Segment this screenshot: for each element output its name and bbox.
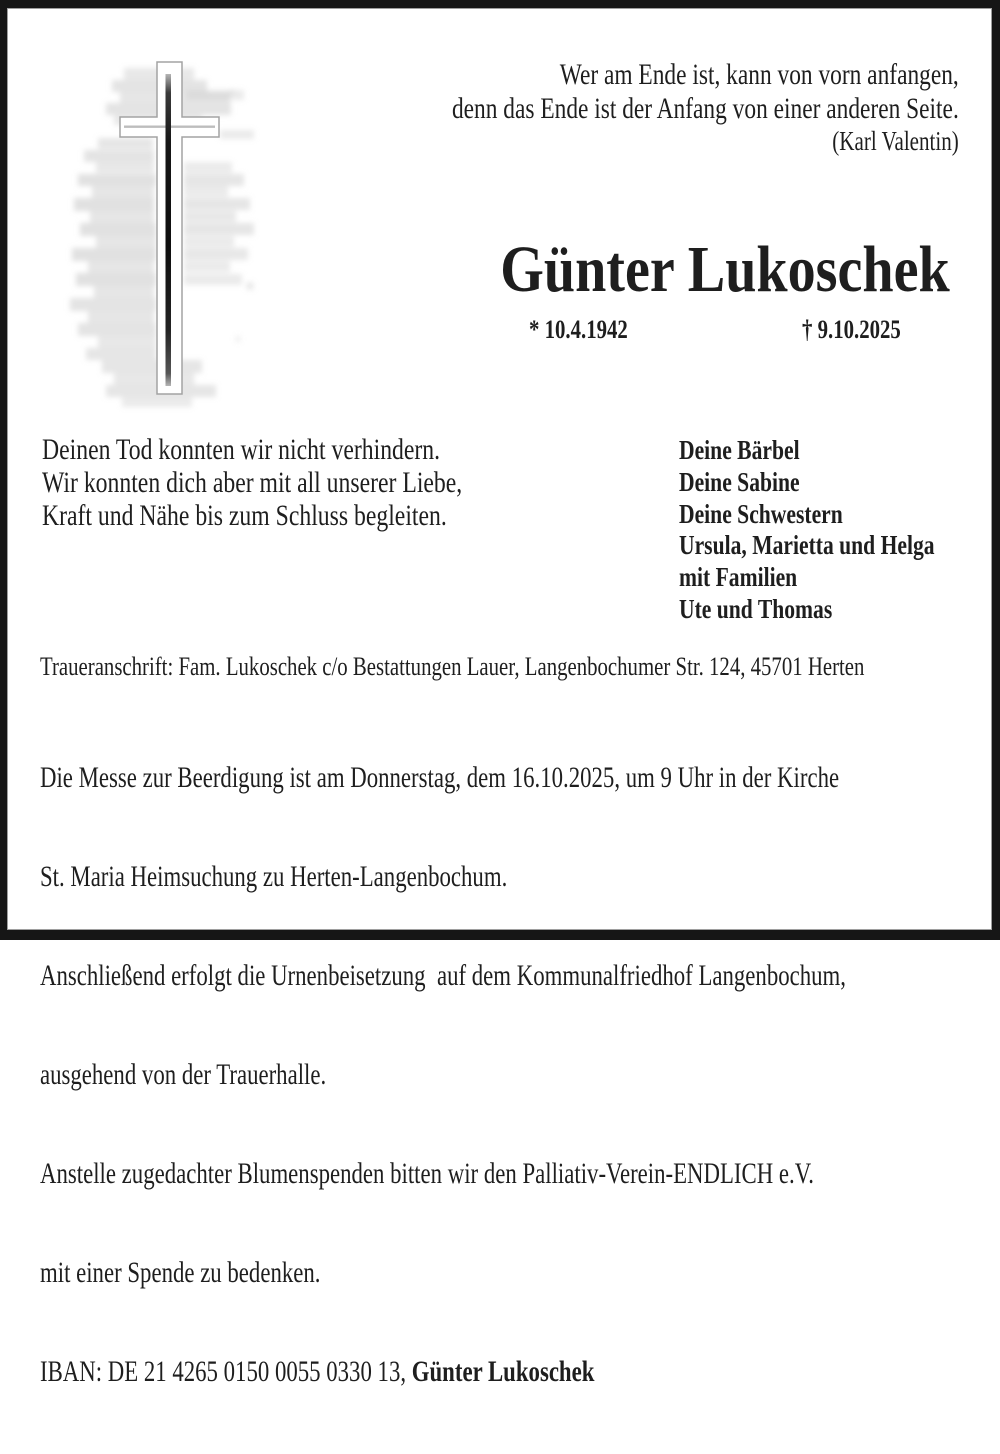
deceased-name: Günter Lukoschek xyxy=(500,233,950,306)
funeral-line: mit einer Spende zu bedenken. xyxy=(40,1256,321,1289)
funeral-info-block xyxy=(40,695,846,1454)
iban-number: IBAN: DE 21 4265 0150 0055 0330 13, xyxy=(40,1355,412,1388)
birth-date: * 10.4.1942 xyxy=(529,315,628,344)
mourner-line: Deine Bärbel xyxy=(679,435,800,465)
mourner-line: Ute und Thomas xyxy=(679,593,833,624)
quote-attribution: (Karl Valentin) xyxy=(832,126,959,156)
funeral-line: Die Messe zur Beerdigung ist am Donnerstag, dem 16.10.2025, um 9 Uhr in der Kirche xyxy=(40,761,840,794)
funeral-line: Anschließend erfolgt die Urnenbeisetzung auf dem Kommunalfriedhof Langenbochum, xyxy=(40,959,846,992)
quote-line: Wer am Ende ist, kann von vorn anfangen, xyxy=(559,58,959,91)
farewell-line: Deinen Tod konnten wir nicht verhindern. xyxy=(42,433,441,466)
mourner-line: Ursula, Marietta und Helga xyxy=(679,530,935,561)
death-date: † 9.10.2025 xyxy=(802,315,901,344)
funeral-line: Anstelle zugedachter Blumenspenden bitten wir den Palliativ-Verein-ENDLICH e.V. xyxy=(40,1157,814,1190)
shaft-inner-line xyxy=(166,74,172,386)
funeral-line: ausgehend von der Trauerhalle. xyxy=(40,1058,327,1091)
mourners-block xyxy=(679,435,935,626)
mourner-line: Deine Sabine xyxy=(679,466,800,497)
iban-line xyxy=(40,1355,846,1388)
iban-account-name: Günter Lukoschek xyxy=(411,1355,595,1388)
mourner-line: Deine Schwestern xyxy=(679,498,843,529)
farewell-line: Kraft und Nähe bis zum Schluss begleiten. xyxy=(42,499,447,532)
farewell-block xyxy=(42,433,462,532)
mourning-address: Traueranschrift: Fam. Lukoschek c/o Bestattungen Lauer, Langenbochumer Str. 124, 45701 Herten xyxy=(40,652,865,681)
quote-line: denn das Ende ist der Anfang von einer anderen Seite. xyxy=(452,91,959,125)
cross-sketch-icon xyxy=(62,34,322,419)
funeral-line: St. Maria Heimsuchung zu Herten-Langenbochum. xyxy=(40,860,508,893)
farewell-line: Wir konnten dich aber mit all unserer Liebe, xyxy=(42,466,463,499)
mourner-line: mit Familien xyxy=(679,562,798,593)
quote-block xyxy=(452,58,959,159)
